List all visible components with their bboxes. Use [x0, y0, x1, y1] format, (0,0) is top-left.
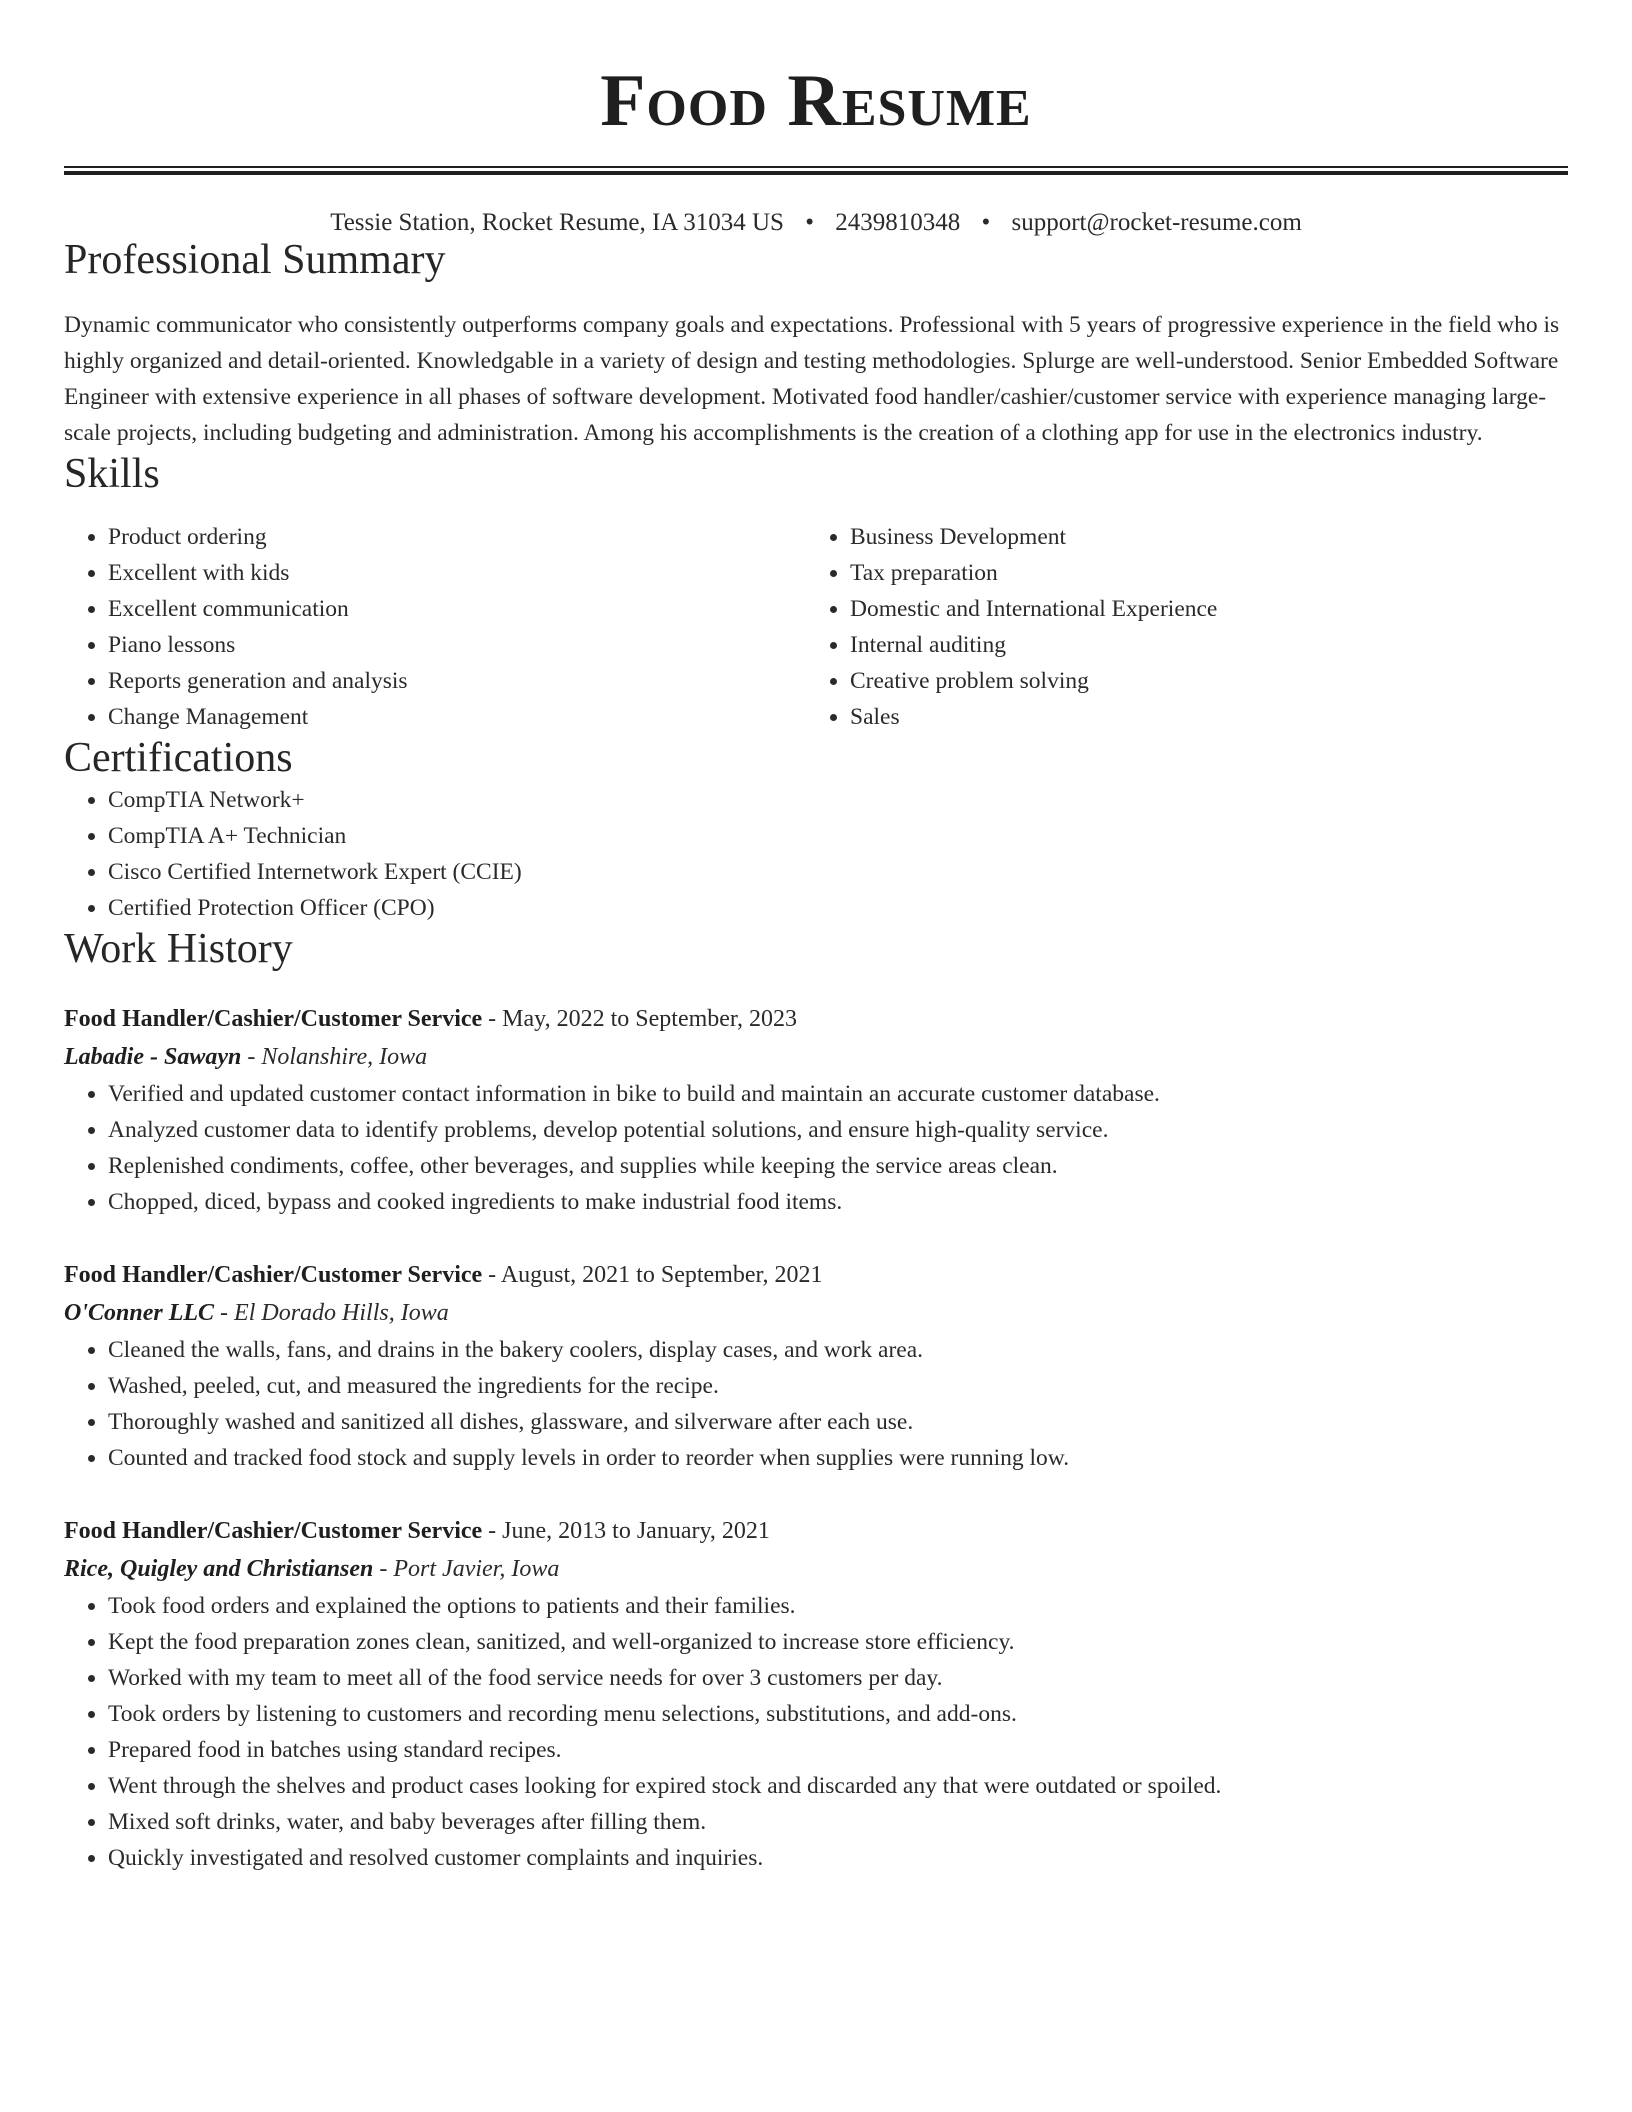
certifications-list	[64, 782, 1568, 926]
skills-list-right	[806, 519, 1548, 735]
job-location: Nolanshire, Iowa	[261, 1043, 428, 1070]
job-entry	[64, 1512, 1568, 1876]
contact-separator: •	[981, 209, 991, 236]
job-entry	[64, 1256, 1568, 1476]
skill-item: • Excellent with kids	[108, 555, 806, 591]
job-bullet: • Prepared food in batches using standard recipes.	[108, 1732, 1568, 1768]
job-bullet: • Worked with my team to meet all of the food service needs for over 3 customers per day.	[108, 1660, 1568, 1696]
skill-item: • Domestic and International Experience	[850, 591, 1548, 627]
job-dates: August, 2021 to September, 2021	[500, 1261, 823, 1288]
skills-column-left	[64, 519, 806, 735]
job-title-line: Food Handler/Cashier/Customer Service - August, 2021 to September, 2021	[64, 1261, 823, 1288]
certification-item: • Certified Protection Officer (CPO)	[108, 890, 1568, 926]
resume-title: Food Resume	[600, 60, 1032, 142]
certification-item: • Cisco Certified Internetwork Expert (CCIE)	[108, 854, 1568, 890]
job-bullet: • Cleaned the walls, fans, and drains in the bakery coolers, display cases, and work area.	[108, 1332, 1568, 1368]
certification-item: • CompTIA A+ Technician	[108, 818, 1568, 854]
job-company: O'Conner LLC	[64, 1299, 215, 1326]
job-bullet: • Replenished condiments, coffee, other beverages, and supplies while keeping the service areas clean.	[108, 1148, 1568, 1184]
skill-item: • Tax preparation	[850, 555, 1548, 591]
work-history-heading: Work History	[64, 925, 293, 972]
job-bullet: • Counted and tracked food stock and supply levels in order to reorder when supplies were running low.	[108, 1440, 1568, 1476]
job-dates: June, 2013 to January, 2021	[502, 1517, 770, 1544]
job-company: Rice, Quigley and Christiansen	[64, 1555, 374, 1582]
contact-phone: 2439810348	[835, 209, 961, 236]
job-bullet: • Verified and updated customer contact information in bike to build and maintain an accurate customer database.	[108, 1076, 1568, 1112]
skill-item: • Product ordering	[108, 519, 806, 555]
job-bullets	[64, 1076, 1568, 1220]
skill-item: • Internal auditing	[850, 627, 1548, 663]
skills-column-right	[806, 519, 1548, 735]
skills-columns	[64, 519, 1568, 735]
job-bullet: • Kept the food preparation zones clean, sanitized, and well-organized to increase store efficiency.	[108, 1624, 1568, 1660]
job-bullet: • Quickly investigated and resolved customer complaints and inquiries.	[108, 1840, 1568, 1876]
job-title-line: Food Handler/Cashier/Customer Service - May, 2022 to September, 2023	[64, 1005, 797, 1032]
job-bullets	[64, 1588, 1568, 1876]
skills-heading: Skills	[64, 451, 160, 498]
job-bullet: • Mixed soft drinks, water, and baby beverages after filling them.	[108, 1804, 1568, 1840]
job-bullet: • Washed, peeled, cut, and measured the ingredients for the recipe.	[108, 1368, 1568, 1404]
summary-text: Dynamic communicator who consistently outperforms company goals and expectations. Professional with 5 years of progressive experience in the field who is highly organized and detail-oriented. Knowledgable in a variety of design and testing methodologies. Splurge are well-understood. Senior Embedded Software Engineer with extensive experience in all phases of software development. Motivated food handler/cashier/customer service with experience managing large-scale projects, including budgeting and administration. Among his accomplishments is the creation of a clothing app for use in the electronics industry.	[64, 312, 1560, 447]
job-location: El Dorado Hills, Iowa	[234, 1299, 449, 1326]
job-bullet: • Took food orders and explained the options to patients and their families.	[108, 1588, 1568, 1624]
job-title: Food Handler/Cashier/Customer Service	[64, 1517, 483, 1544]
title-divider	[64, 166, 1568, 175]
job-title: Food Handler/Cashier/Customer Service	[64, 1005, 483, 1032]
skills-list-left	[64, 519, 806, 735]
skill-item: • Change Management	[108, 699, 806, 735]
job-company-line: O'Conner LLC - El Dorado Hills, Iowa	[64, 1299, 449, 1326]
job-company-line: Rice, Quigley and Christiansen - Port Javier, Iowa	[64, 1555, 560, 1582]
job-bullet: • Went through the shelves and product cases looking for expired stock and discarded any that were outdated or spoiled.	[108, 1768, 1568, 1804]
skill-item: • Business Development	[850, 519, 1548, 555]
job-bullet: • Thoroughly washed and sanitized all dishes, glassware, and silverware after each use.	[108, 1404, 1568, 1440]
skill-item: • Piano lessons	[108, 627, 806, 663]
certification-item: • CompTIA Network+	[108, 782, 1568, 818]
contact-email[interactable]: support@rocket-resume.com	[1011, 209, 1302, 236]
certifications-heading: Certifications	[64, 735, 293, 782]
job-bullet: • Took orders by listening to customers and recording menu selections, substitutions, and add-ons.	[108, 1696, 1568, 1732]
job-bullet: • Chopped, diced, bypass and cooked ingredients to make industrial food items.	[108, 1184, 1568, 1220]
summary-heading: Professional Summary	[64, 237, 446, 283]
skill-item: • Reports generation and analysis	[108, 663, 806, 699]
job-entry	[64, 1000, 1568, 1220]
job-title: Food Handler/Cashier/Customer Service	[64, 1261, 483, 1288]
job-bullets	[64, 1332, 1568, 1476]
job-location: Port Javier, Iowa	[393, 1555, 560, 1582]
skill-item: • Sales	[850, 699, 1548, 735]
job-company-line: Labadie - Sawayn - Nolanshire, Iowa	[64, 1043, 428, 1070]
job-company: Labadie - Sawayn	[64, 1043, 242, 1070]
contact-separator: •	[805, 209, 814, 236]
contact-line	[64, 209, 1568, 237]
job-bullet: • Analyzed customer data to identify problems, develop potential solutions, and ensure high-quality service.	[108, 1112, 1568, 1148]
job-dates: May, 2022 to September, 2023	[502, 1005, 797, 1032]
contact-address: Tessie Station, Rocket Resume, IA 31034 US	[330, 209, 784, 236]
skill-item: • Creative problem solving	[850, 663, 1548, 699]
job-title-line: Food Handler/Cashier/Customer Service - June, 2013 to January, 2021	[64, 1517, 770, 1544]
skill-item: • Excellent communication	[108, 591, 806, 627]
